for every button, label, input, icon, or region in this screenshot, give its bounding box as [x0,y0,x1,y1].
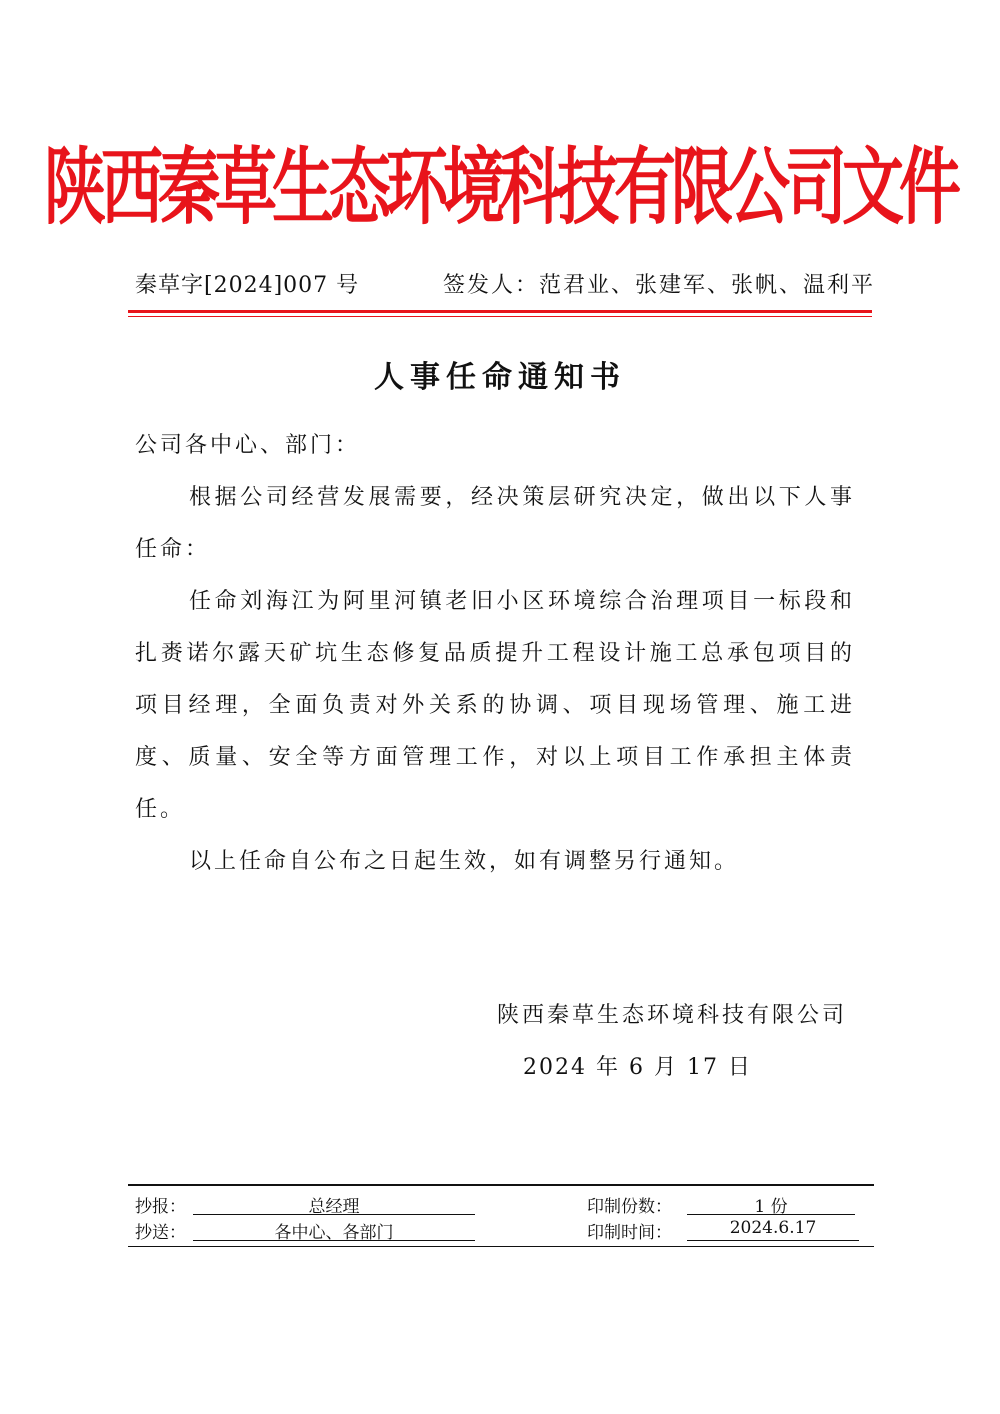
reference-line [135,268,875,302]
red-divider-thick [128,310,872,313]
print-copies-value: 1 份 [687,1192,855,1215]
issuer-signers: 签发人：范君业、张建军、张帆、温利平 [442,273,875,298]
cc-send-value: 各中心、各部门 [193,1218,475,1241]
cc-report-value: 总经理 [193,1192,475,1215]
print-time-label: 印制时间： [587,1223,672,1243]
document-number: 秦草字[2024]007 号 [135,273,360,298]
salutation: 公司各中心、部门： [135,433,361,458]
notice-body [135,420,855,888]
signature-company: 陕西秦草生态环境科技有限公司 [496,1003,847,1028]
red-divider-thin [128,316,872,317]
notice-title: 人事任命通知书 [374,360,626,395]
footer-divider-bottom [128,1246,874,1247]
footer-divider-top [128,1184,874,1186]
footer-row-1 [135,1192,875,1216]
print-copies-label: 印制份数： [587,1197,672,1217]
footer-row-2 [135,1218,875,1242]
paragraph-appointment: 任命刘海江为阿里河镇老旧小区环境综合治理项目一标段和扎赉诺尔露天矿坑生态修复品质提升工程设计施工总承包项目的项目经理，全面负责对外关系的协调、项目现场管理、施工进度、质量、安全等方面管理工作，对以上项目工作承担主体责任。 [135,589,855,822]
paragraph-intro: 根据公司经营发展需要，经决策层研究决定，做出以下人事任命： [135,485,855,562]
cc-send-label: 抄送： [135,1223,186,1243]
print-time-value: 2024.6.17 [687,1218,859,1241]
cc-report-label: 抄报： [135,1197,186,1217]
paragraph-effective: 以上任命自公布之日起生效，如有调整另行通知。 [189,849,740,874]
signature-date: 2024 年 6 月 17 日 [523,1055,752,1080]
red-header-title: 陕西秦草生态环境科技有限公司文件 [43,137,956,237]
